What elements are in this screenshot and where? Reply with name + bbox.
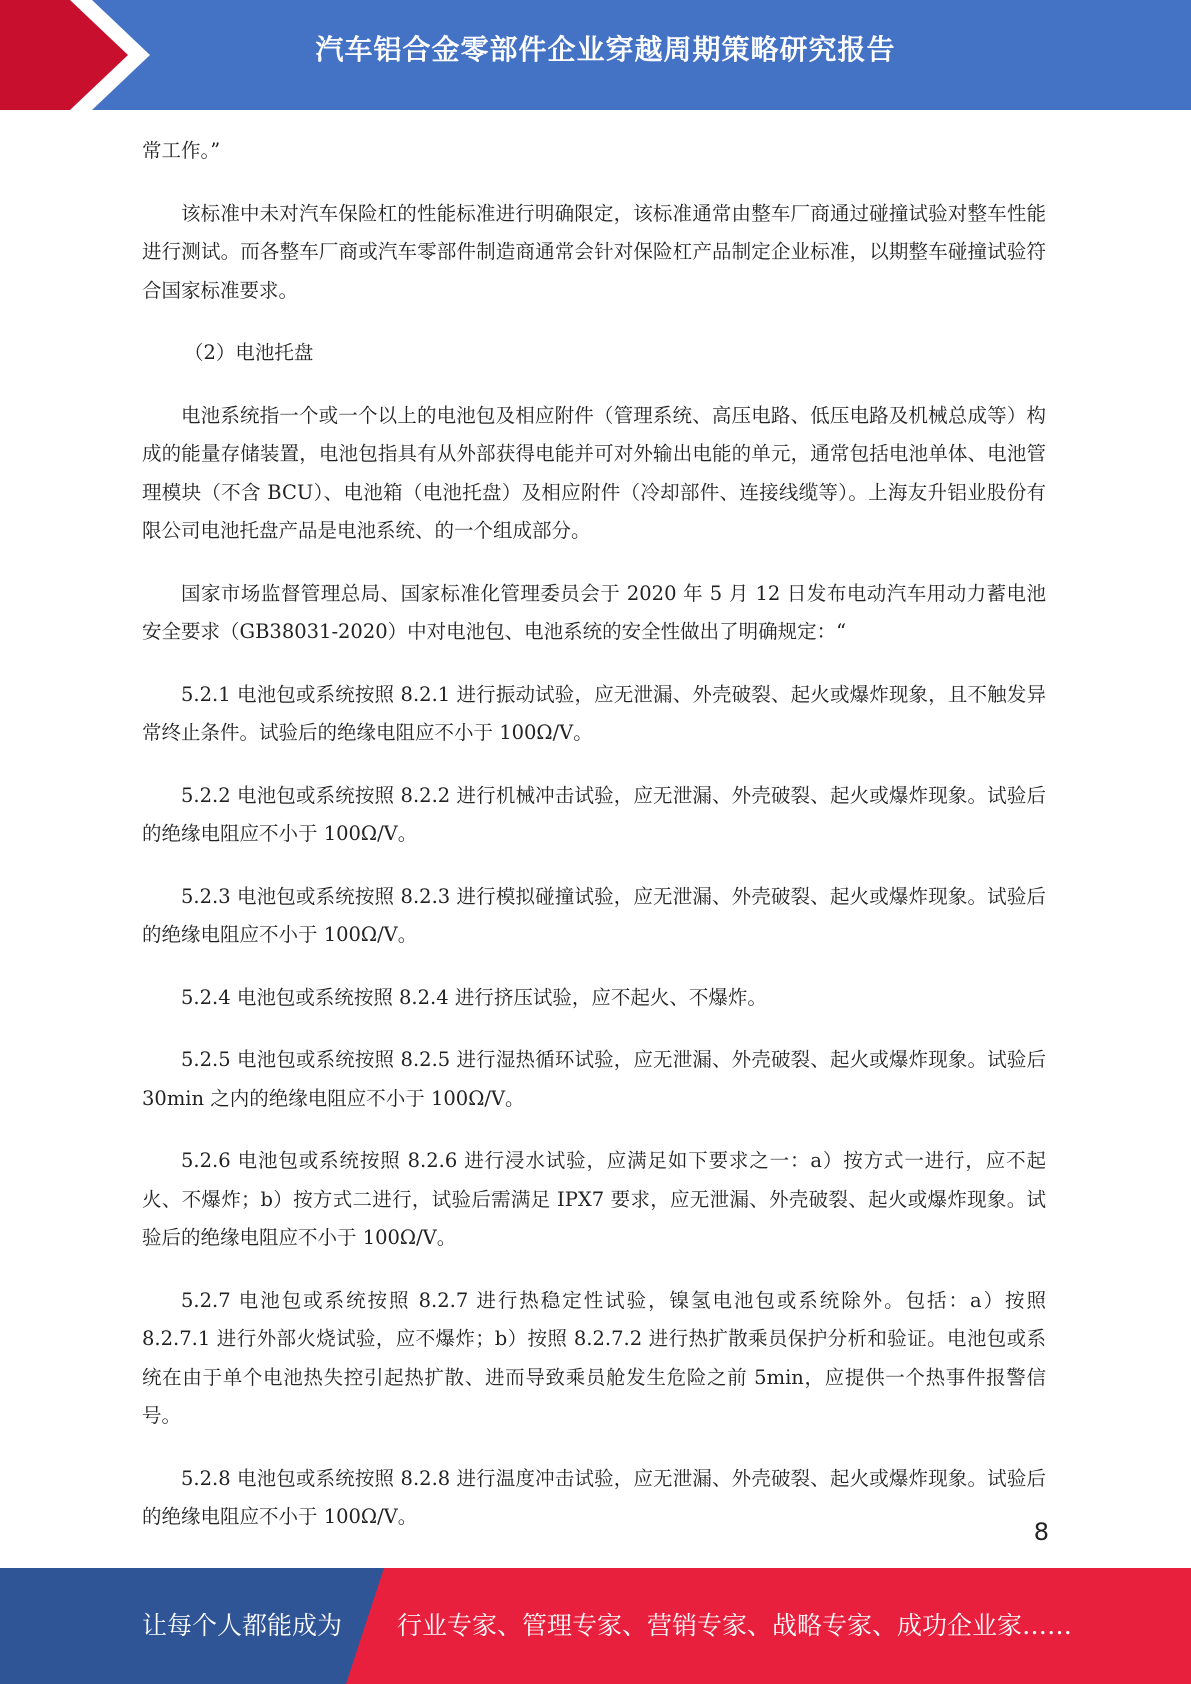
clause-5-2-8: 5.2.8 电池包或系统按照 8.2.8 进行温度冲击试验，应无泄漏、外壳破裂、起火或爆炸现象。试验后的绝缘电阻应不小于 100Ω/V。 [142,1466,1046,1528]
section-heading-battery-tray: （2）电池托盘 [184,341,314,364]
clause-5-2-1: 5.2.1 电池包或系统按照 8.2.1 进行振动试验，应无泄漏、外壳破裂、起火或爆炸现象，且不触发异常终止条件。试验后的绝缘电阻应不小于 100Ω/V。 [142,682,1046,744]
footer-slogan-left: 让每个人都能成为 [142,1611,343,1640]
footer-slogan-right: 行业专家、管理专家、营销专家、战略专家、成功企业家…… [397,1611,1073,1640]
document-body [142,132,1046,1561]
clause-5-2-6: 5.2.6 电池包或系统按照 8.2.6 进行浸水试验，应满足如下要求之一：a）按方式一进行，应不起火、不爆炸；b）按方式二进行，试验后需满足 IPX7 要求，应无泄漏、外壳破裂、起火或爆炸现象。试验后的绝缘电阻应不小于 100Ω/V。 [142,1149,1046,1249]
clause-5-2-4: 5.2.4 电池包或系统按照 8.2.4 进行挤压试验，应不起火、不爆炸。 [181,985,767,1009]
paragraph-continuation: 常工作。” [142,139,221,162]
clause-5-2-3: 5.2.3 电池包或系统按照 8.2.3 进行模拟碰撞试验，应无泄漏、外壳破裂、起火或爆炸现象。试验后的绝缘电阻应不小于 100Ω/V。 [142,884,1046,946]
paragraph-battery-system: 电池系统指一个或一个以上的电池包及相应附件（管理系统、高压电路、低压电路及机械总成等）构成的能量存储装置，电池包指具有从外部获得电能并可对外输出电能的单元，通常包括电池单体、电池管理模块（不含 BCU）、电池箱（电池托盘）及相应附件（冷却部件、连接线缆等）。上海友升铝业股份有限公司电池托盘产品是电池系统、的一个组成部分。 [142,403,1046,542]
paragraph-bumper-standard: 该标准中未对汽车保险杠的性能标准进行明确限定，该标准通常由整车厂商通过碰撞试验对整车性能进行测试。而各整车厂商或汽车零部件制造商通常会针对保险杠产品制定企业标准，以期整车碰撞试验符合国家标准要求。 [142,201,1046,302]
clause-5-2-7: 5.2.7 电池包或系统按照 8.2.7 进行热稳定性试验，镍氢电池包或系统除外。包括：a）按照 8.2.7.1 进行外部火烧试验，应不爆炸；b）按照 8.2.7.2 进行热扩散乘员保护分析和验证。电池包或系统在由于单个电池热失控引起热扩散、进而导致乘员舱发生危险之前 5min，应提供一个热事件报警信号。 [142,1288,1046,1427]
clause-5-2-2: 5.2.2 电池包或系统按照 8.2.2 进行机械冲击试验，应无泄漏、外壳破裂、起火或爆炸现象。试验后的绝缘电阻应不小于 100Ω/V。 [142,783,1046,845]
page-footer [0,1568,1191,1684]
page-number: 8 [1033,1518,1049,1546]
page-header [0,0,1191,110]
paragraph-gb38031: 国家市场监督管理总局、国家标准化管理委员会于 2020 年 5 月 12 日发布电动汽车用动力蓄电池安全要求（GB38031-2020）中对电池包、电池系统的安全性做出了明确规定：“ [142,581,1046,643]
report-title: 汽车铝合金零部件企业穿越周期策略研究报告 [315,33,896,66]
clause-5-2-5: 5.2.5 电池包或系统按照 8.2.5 进行湿热循环试验，应无泄漏、外壳破裂、起火或爆炸现象。试验后 30min 之内的绝缘电阻应不小于 100Ω/V。 [142,1048,1046,1110]
